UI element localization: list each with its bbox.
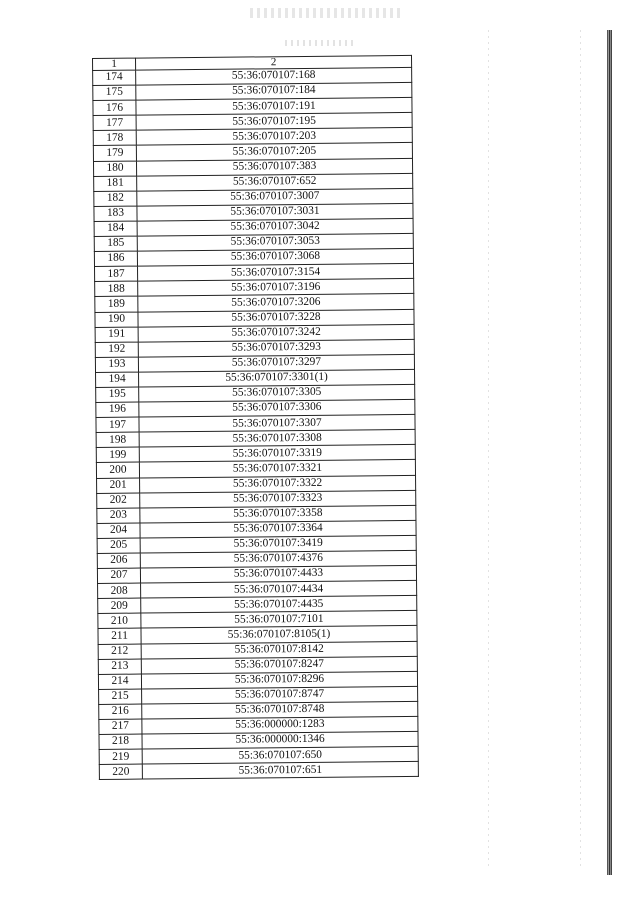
cadastral-number: 55:36:070107:184 bbox=[136, 83, 412, 101]
cadastral-number: 55:36:000000:1346 bbox=[142, 732, 418, 750]
row-number: 190 bbox=[95, 312, 138, 328]
cadastral-number: 55:36:070107:7101 bbox=[141, 611, 417, 629]
row-number: 177 bbox=[93, 115, 136, 131]
row-number: 215 bbox=[99, 689, 142, 705]
cadastral-number: 55:36:070107:3364 bbox=[140, 520, 416, 538]
table-row bbox=[99, 762, 418, 780]
row-number: 203 bbox=[97, 508, 140, 524]
row-number: 183 bbox=[94, 206, 137, 222]
row-number: 179 bbox=[93, 146, 136, 162]
cadastral-number: 55:36:070107:3305 bbox=[139, 384, 415, 402]
row-number: 188 bbox=[95, 281, 138, 297]
cadastral-number: 55:36:070107:3323 bbox=[140, 490, 416, 508]
cadastral-number: 55:36:070107:652 bbox=[137, 173, 413, 191]
row-number: 217 bbox=[99, 719, 142, 735]
scan-artifact-line bbox=[580, 30, 581, 870]
cadastral-number: 55:36:070107:4433 bbox=[140, 566, 416, 584]
cadastral-number: 55:36:070107:3419 bbox=[140, 535, 416, 553]
scan-artifact-line bbox=[488, 30, 489, 870]
cadastral-number: 55:36:070107:168 bbox=[136, 67, 412, 85]
row-number: 216 bbox=[99, 704, 142, 720]
cadastral-number: 55:36:070107:3322 bbox=[140, 475, 416, 493]
row-number: 209 bbox=[98, 598, 141, 614]
cadastral-number: 55:36:070107:8747 bbox=[142, 686, 418, 704]
cadastral-number: 55:36:070107:4434 bbox=[141, 581, 417, 599]
row-number: 182 bbox=[94, 191, 137, 207]
row-number: 194 bbox=[96, 372, 139, 388]
cadastral-number: 55:36:070107:3319 bbox=[139, 445, 415, 463]
cadastral-number: 55:36:070107:3007 bbox=[137, 188, 413, 206]
cadastral-number: 55:36:070107:203 bbox=[136, 128, 412, 146]
row-number: 207 bbox=[97, 568, 140, 584]
cadastral-number: 55:36:070107:4435 bbox=[141, 596, 417, 614]
cadastral-number: 55:36:070107:3293 bbox=[138, 339, 414, 357]
row-number: 205 bbox=[97, 538, 140, 554]
row-number: 214 bbox=[98, 674, 141, 690]
cadastral-number: 55:36:070107:3301(1) bbox=[139, 369, 415, 387]
row-number: 184 bbox=[94, 221, 137, 237]
cadastral-number: 55:36:070107:3242 bbox=[138, 324, 414, 342]
row-number: 218 bbox=[99, 734, 142, 750]
row-number: 213 bbox=[98, 659, 141, 675]
cadastral-number: 55:36:070107:3068 bbox=[137, 249, 413, 267]
row-number: 191 bbox=[95, 327, 138, 343]
row-number: 181 bbox=[94, 176, 137, 192]
row-number: 195 bbox=[96, 387, 139, 403]
cadastral-number: 55:36:000000:1283 bbox=[142, 716, 418, 734]
cadastral-number: 55:36:070107:8748 bbox=[142, 701, 418, 719]
cadastral-number: 55:36:070107:3154 bbox=[138, 264, 414, 282]
cadastral-number: 55:36:070107:3196 bbox=[138, 279, 414, 297]
cadastral-number: 55:36:070107:3042 bbox=[137, 218, 413, 236]
cadastral-number: 55:36:070107:195 bbox=[136, 113, 412, 131]
cadastral-number: 55:36:070107:3306 bbox=[139, 399, 415, 417]
row-number: 212 bbox=[98, 644, 141, 660]
cadastral-number: 55:36:070107:191 bbox=[136, 98, 412, 116]
cadastral-number: 55:36:070107:8142 bbox=[141, 641, 417, 659]
row-number: 199 bbox=[96, 447, 139, 463]
row-number: 219 bbox=[99, 749, 142, 765]
cadastral-number: 55:36:070107:3297 bbox=[138, 354, 414, 372]
row-number: 206 bbox=[97, 553, 140, 569]
header-col-1: 1 bbox=[93, 58, 136, 70]
cadastral-number: 55:36:070107:3053 bbox=[137, 233, 413, 251]
cadastral-number: 55:36:070107:205 bbox=[136, 143, 412, 161]
row-number: 201 bbox=[97, 478, 140, 494]
row-number: 186 bbox=[94, 251, 137, 267]
cadastral-number: 55:36:070107:3206 bbox=[138, 294, 414, 312]
row-number: 202 bbox=[97, 493, 140, 509]
row-number: 189 bbox=[95, 296, 138, 312]
cadastral-number: 55:36:070107:3358 bbox=[140, 505, 416, 523]
cadastral-number: 55:36:070107:8247 bbox=[141, 656, 417, 674]
row-number: 185 bbox=[94, 236, 137, 252]
cadastral-number: 55:36:070107:8296 bbox=[141, 671, 417, 689]
cadastral-number: 55:36:070107:4376 bbox=[140, 550, 416, 568]
row-number: 196 bbox=[96, 402, 139, 418]
row-number: 210 bbox=[98, 613, 141, 629]
cadastral-number: 55:36:070107:383 bbox=[136, 158, 412, 176]
cadastral-number: 55:36:070107:3228 bbox=[138, 309, 414, 327]
cadastral-number: 55:36:070107:3321 bbox=[139, 460, 415, 478]
row-number: 198 bbox=[96, 432, 139, 448]
row-number: 178 bbox=[93, 130, 136, 146]
cadastral-number: 55:36:070107:8105(1) bbox=[141, 626, 417, 644]
page-binding-edge bbox=[607, 30, 612, 875]
row-number: 192 bbox=[95, 342, 138, 358]
row-number: 220 bbox=[99, 764, 142, 780]
cadastral-numbers-table bbox=[92, 55, 419, 780]
faint-subheader-marks bbox=[285, 40, 355, 46]
cadastral-number: 55:36:070107:650 bbox=[142, 747, 418, 765]
row-number: 204 bbox=[97, 523, 140, 539]
faint-header-marks bbox=[250, 8, 400, 18]
row-number: 208 bbox=[98, 583, 141, 599]
header-col-2: 2 bbox=[136, 55, 412, 70]
row-number: 180 bbox=[93, 161, 136, 177]
row-number: 176 bbox=[93, 100, 136, 116]
row-number: 197 bbox=[96, 417, 139, 433]
row-number: 211 bbox=[98, 629, 141, 645]
row-number: 174 bbox=[93, 70, 136, 86]
cadastral-number: 55:36:070107:3307 bbox=[139, 415, 415, 433]
row-number: 193 bbox=[95, 357, 138, 373]
cadastral-number: 55:36:070107:3308 bbox=[139, 430, 415, 448]
row-number: 175 bbox=[93, 85, 136, 101]
cadastral-number: 55:36:070107:651 bbox=[142, 762, 418, 780]
cadastral-number: 55:36:070107:3031 bbox=[137, 203, 413, 221]
row-number: 200 bbox=[96, 463, 139, 479]
row-number: 187 bbox=[95, 266, 138, 282]
